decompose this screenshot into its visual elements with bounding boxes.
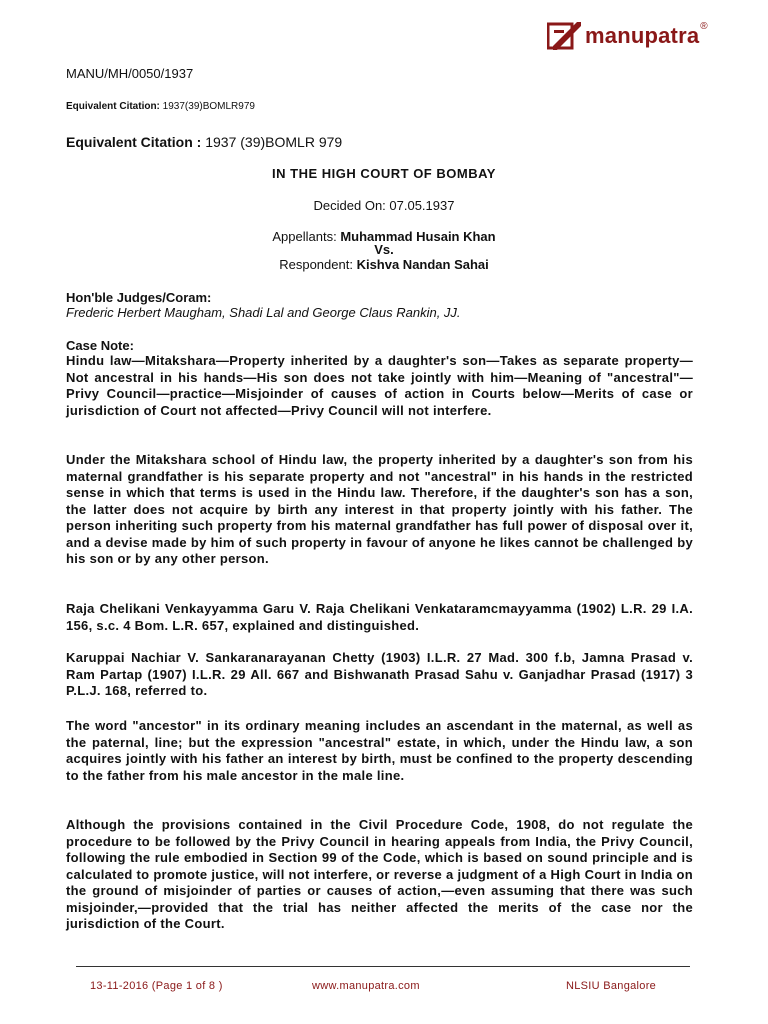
decided-date: Decided On: 07.05.1937	[313, 198, 455, 213]
equivalent-citation-small-value: 1937(39)BOMLR979	[159, 101, 255, 112]
case-note-paragraph: Karuppai Nachiar V. Sankaranarayanan Chetty (1903) I.L.R. 27 Mad. 300 f.b, Jamna Prasad v. Ram Partap (1907) I.L.R. 29 All. 667 and Bishwanath Prasad Sahu v. Ganjadhar Prasad (1917) 3 P.L.J. 168, referred to.	[66, 650, 693, 698]
case-note-paragraph: Hindu law—Mitakshara—Property inherited by a daughter's son—Takes as separate property—Not ancestral in his hands—His son does not take jointly with him—Meaning of "ancestral"—Privy Council—practice—Misjoinder of causes of action in Courts below—Merits of case or jurisdiction of Court not affected—Privy Council will not interfere.	[66, 353, 693, 418]
case-note-paragraph: The word "ancestor" in its ordinary meaning includes an ascendant in the maternal, as well as the paternal, line; but the expression "ancestral" estate, in which, under the Hindu law, a son acquires jointly with his father an interest by birth, must be confined to the property descending to the father from his male ancestor in the male line.	[66, 718, 693, 783]
equivalent-citation-label: Equivalent Citation :	[66, 134, 202, 150]
judges-names: Frederic Herbert Maugham, Shadi Lal and George Claus Rankin, JJ.	[66, 305, 461, 320]
respondent-label: Respondent:	[279, 257, 357, 272]
case-note-paragraph: Raja Chelikani Venkayyamma Garu V. Raja Chelikani Venkataramcmayyamma (1902) L.R. 29 I.A. 156, s.c. 4 Bom. L.R. 657, explained and distinguished.	[66, 601, 693, 633]
equivalent-citation-small	[66, 101, 255, 112]
equivalent-citation-value: 1937 (39)BOMLR 979	[201, 134, 343, 150]
registered-mark: ®	[700, 20, 708, 32]
case-note-heading: Case Note:	[66, 338, 134, 353]
manu-citation-id: MANU/MH/0050/1937	[66, 66, 194, 81]
respondent-line	[0, 257, 768, 272]
footer-divider	[76, 966, 690, 967]
footer-date-page: 13-11-2016 (Page 1 of 8 )	[90, 980, 223, 992]
case-note-paragraph: Under the Mitakshara school of Hindu law, the property inherited by a daughter's son from his maternal grandfather is his separate property and not "ancestral" in his hands in the restricted sense in which that terms is used in the Hindu law. Therefore, if the daughter's son has a son, the latter does not acquire by birth any interest in that property jointly with his father. The person inheriting such property from his maternal grandfather has full power of disposal over it, and a devise made by him of such property in favour of anyone he likes cannot be challenged by his son or by any other person.	[66, 452, 693, 566]
case-note-paragraph: Although the provisions contained in the Civil Procedure Code, 1908, do not regulate the procedure to be followed by the Privy Council in hearing appeals from India, the Privy Council, following the rule embodied in Section 99 of the Code, which is based on sound principle and is calculated to promote justice, will not interfere, or reverse a judgment of a High Court in India on the ground of misjoinder of parties or causes of action,—even assuming that there was such misjoinder,—provided that the trial has neither affected the merits of the case nor the jurisdiction of the Court.	[66, 817, 693, 931]
appellants-name: Muhammad Husain Khan	[340, 229, 496, 244]
manupatra-logo-icon	[547, 22, 581, 50]
versus: Vs.	[374, 242, 394, 257]
equivalent-citation-small-label: Equivalent Citation:	[66, 101, 160, 112]
appellants-label: Appellants:	[272, 229, 341, 244]
footer-website-link[interactable]: www.manupatra.com	[312, 980, 420, 992]
footer-institution: NLSIU Bangalore	[566, 980, 657, 992]
judges-heading: Hon'ble Judges/Coram:	[66, 290, 212, 305]
court-name: IN THE HIGH COURT OF BOMBAY	[272, 166, 496, 181]
equivalent-citation	[66, 134, 342, 150]
manupatra-logo	[547, 22, 708, 50]
logo-text: manupatra	[585, 23, 700, 48]
respondent-name: Kishva Nandan Sahai	[356, 257, 489, 272]
